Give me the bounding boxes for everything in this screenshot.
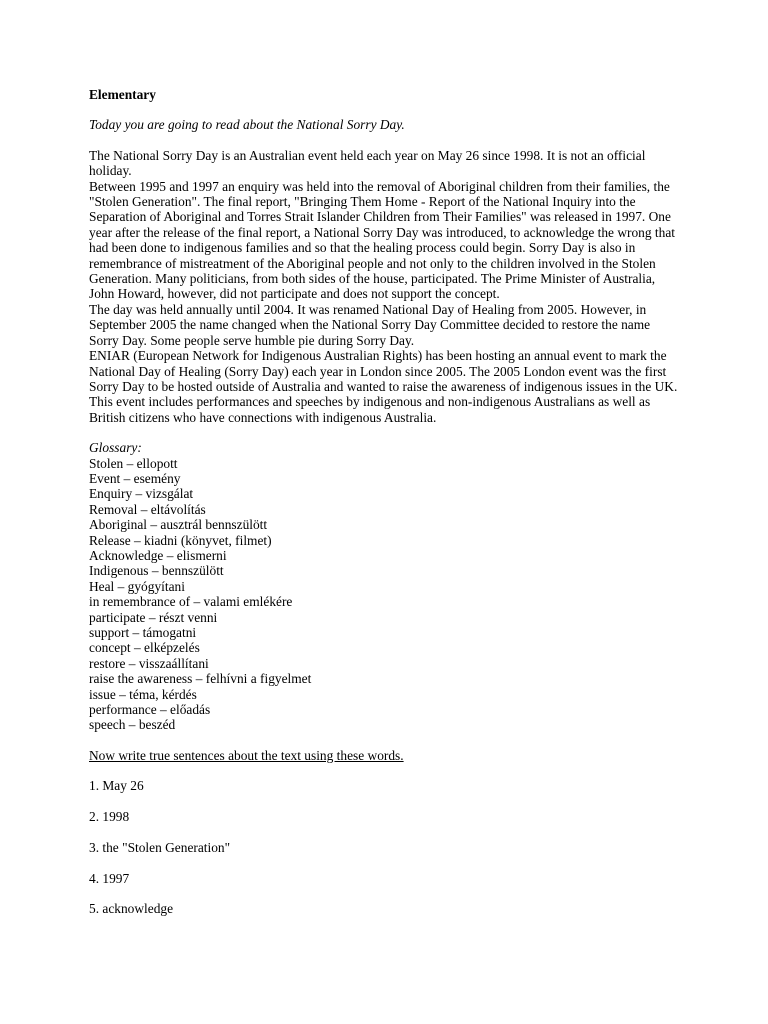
paragraph: ENIAR (European Network for Indigenous Australian Rights) has been hosting an annual event to mark the National Day of Healing (Sorry Day) each year in London since 2005. The 2005 London event was the first Sorry Day to be hosted outside of Australia and wanted to raise the awareness of indigenous issues in the UK. This event includes performances and speeches by indigenous and non-indigenous Australians as well as British citizens who have connections with indigenous Australia.	[89, 348, 678, 425]
article-body	[89, 148, 679, 425]
document-title: Elementary	[89, 87, 156, 102]
exercise-item: 3. the "Stolen Generation"	[89, 839, 231, 855]
paragraph: The day was held annually until 2004. It was renamed National Day of Healing from 2005. However, in September 2005 the name changed when the National Sorry Day Committee decided to restore the name Sorry Day. Some people serve humble pie during Sorry Day.	[89, 301, 651, 348]
exercise-item: 2. 1998	[89, 809, 130, 825]
glossary-item: Event – esemény	[89, 470, 181, 486]
task-instruction: Now write true sentences about the text using these words.	[89, 747, 404, 763]
document-content	[89, 87, 679, 932]
exercise-item: 4. 1997	[89, 870, 130, 886]
glossary-list	[89, 456, 679, 733]
glossary-item: participate – részt venni	[89, 609, 218, 625]
glossary-item: raise the awareness – felhívni a figyelmet	[89, 671, 312, 687]
exercise-item: 1. May 26	[89, 778, 144, 794]
glossary-item: issue – téma, kérdés	[89, 686, 197, 702]
glossary-item: Heal – gyógyítani	[89, 578, 185, 594]
glossary-item: Release – kiadni (könyvet, filmet)	[89, 532, 272, 548]
exercise-item: 5. acknowledge	[89, 901, 174, 917]
glossary-item: speech – beszéd	[89, 717, 176, 733]
paragraph: Between 1995 and 1997 an enquiry was held into the removal of Aboriginal children from their families, the "Stolen Generation". The final report, "Bringing Them Home - Report of the National Inquiry into the Separation of Aboriginal and Torres Strait Islander Children from Their Families" was released in 1997. One year after the release of the final report, a National Sorry Day was introduced, to acknowledge the wrong that had been done to indigenous families and so that the healing process could begin. Sorry Day is also in remembrance of mistreatment of the Aboriginal people and not only to the children involved in the Stolen Generation. Many politicians, from both sides of the house, participated. The Prime Minister of Australia, John Howard, however, did not participate and does not support the concept.	[89, 178, 675, 302]
glossary-item: performance – előadás	[89, 702, 211, 718]
glossary-item: support – támogatni	[89, 625, 197, 640]
glossary-item: restore – visszaállítani	[89, 655, 209, 671]
glossary-item: Indigenous – bennszülött	[89, 563, 224, 579]
exercise-list	[89, 778, 679, 917]
glossary-item: Stolen – ellopott	[89, 455, 178, 471]
glossary-item: Acknowledge – elismerni	[89, 547, 227, 563]
glossary-item: in remembrance of – valami emlékére	[89, 594, 293, 610]
paragraph: The National Sorry Day is an Australian event held each year on May 26 since 1998. It is not an official holiday.	[89, 147, 646, 179]
glossary-item: Enquiry – vizsgálat	[89, 486, 194, 502]
glossary-item: Removal – eltávolítás	[89, 501, 206, 517]
intro-text: Today you are going to read about the National Sorry Day.	[89, 117, 405, 133]
glossary-title: Glossary:	[89, 440, 142, 456]
glossary-item: concept – elképzelés	[89, 640, 200, 656]
glossary-item: Aboriginal – ausztrál bennszülött	[89, 517, 268, 533]
